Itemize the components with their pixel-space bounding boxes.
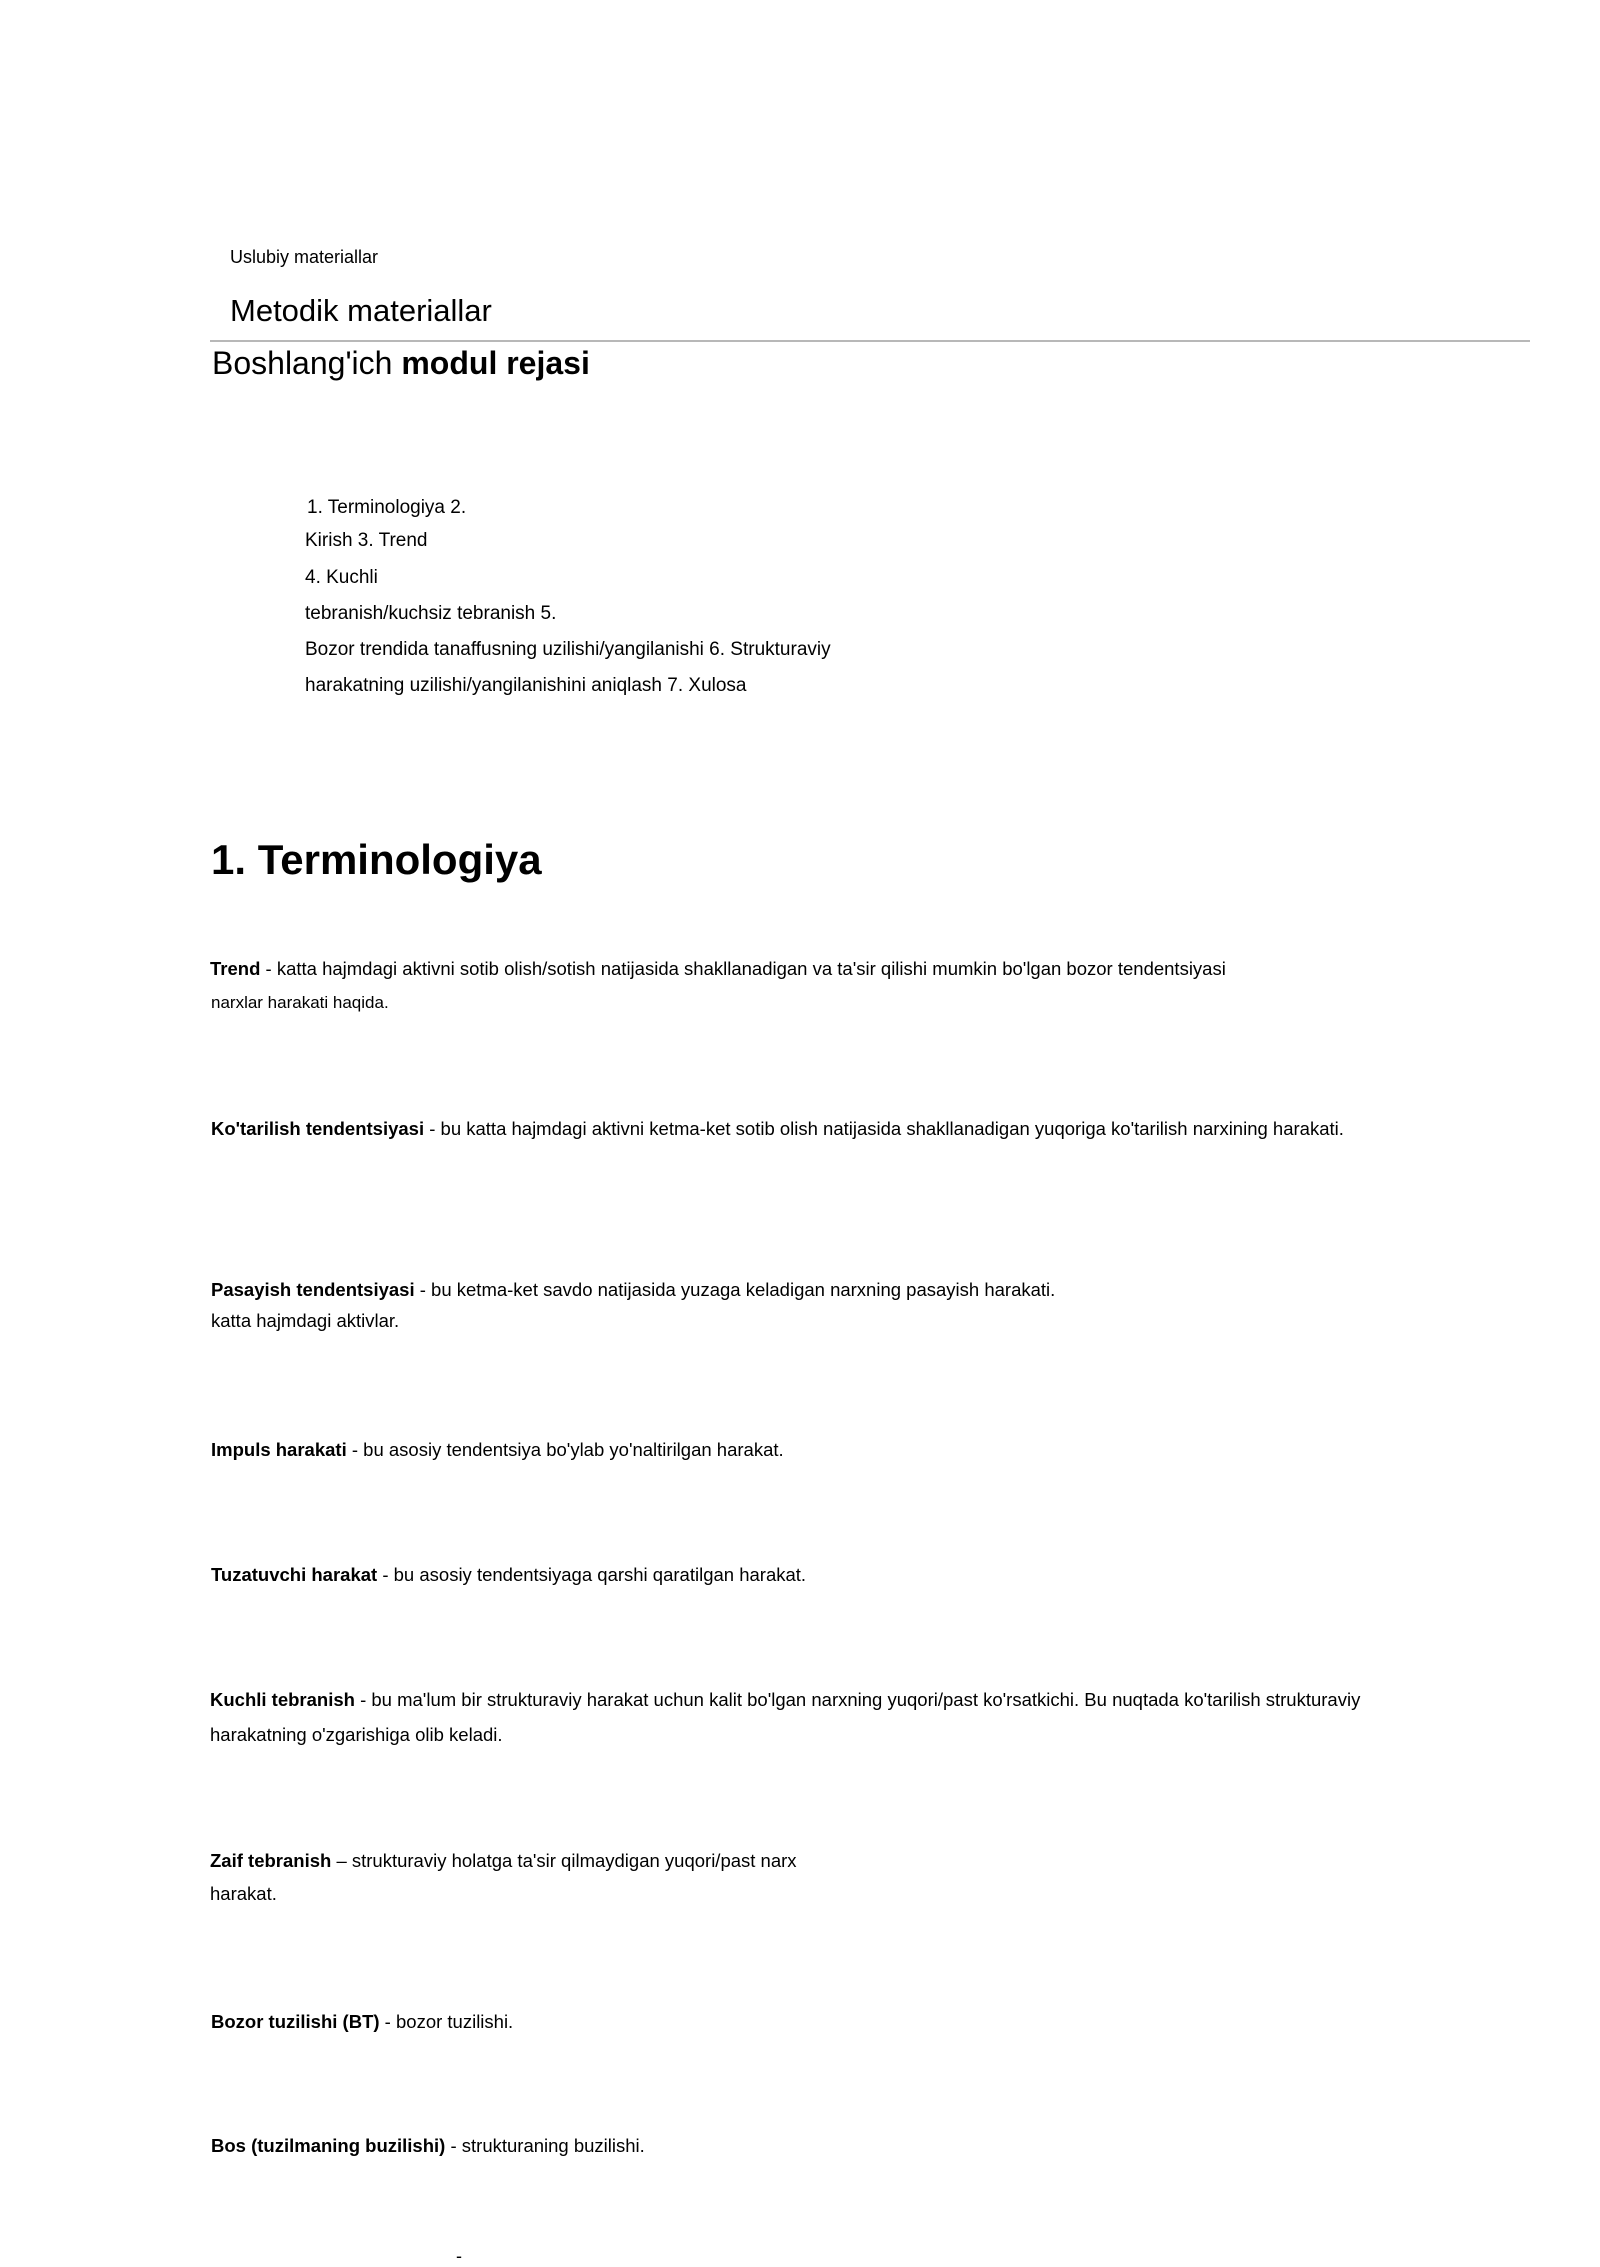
toc-line: Kirish 3. Trend: [305, 530, 428, 551]
plan-title-regular: Boshlang'ich: [212, 345, 393, 381]
term-name: Trend: [210, 958, 261, 979]
title-divider: [210, 340, 1530, 342]
toc-line: tebranish/kuchsiz tebranish 5.: [305, 603, 557, 624]
term-downtrend: [211, 1279, 1055, 1301]
term-name: Bos (tuzilmaning buzilishi): [211, 2135, 446, 2156]
term-continuation: katta hajmdagi aktivlar.: [211, 1310, 400, 1331]
trailing-mark: -: [456, 2246, 462, 2266]
doc-kicker: Uslubiy materiallar: [230, 247, 379, 267]
term-definition: - bu asosiy tendentsiyaga qarshi qaratilgan harakat.: [377, 1564, 807, 1585]
term-trend: [210, 958, 1226, 980]
term-definition: - bozor tuzilishi.: [379, 2011, 514, 2032]
section-heading: 1. Terminologiya: [211, 836, 542, 883]
term-name: Bozor tuzilishi (BT): [211, 2011, 380, 2032]
toc-line: 1. Terminologiya 2.: [307, 497, 467, 518]
term-name: Ko'tarilish tendentsiyasi: [211, 1118, 425, 1139]
term-weak-swing: [210, 1850, 797, 1872]
plan-title: [212, 345, 590, 382]
term-continuation: narxlar harakati haqida.: [211, 993, 389, 1012]
doc-title: Metodik materiallar: [230, 293, 492, 328]
term-continuation: harakatning o'zgarishiga olib keladi.: [210, 1724, 503, 1745]
term-market-structure: [211, 2011, 513, 2033]
term-definition: - bu asosiy tendentsiya bo'ylab yo'naltirilgan harakat.: [346, 1439, 784, 1460]
plan-title-bold: modul rejasi: [401, 345, 590, 381]
term-corrective: [211, 1564, 806, 1586]
term-bos: [211, 2135, 645, 2157]
term-strong-swing: [210, 1689, 1360, 1711]
term-name: Pasayish tendentsiyasi: [211, 1279, 415, 1300]
term-name: Zaif tebranish: [210, 1850, 332, 1871]
term-name: Tuzatuvchi harakat: [211, 1564, 378, 1585]
term-impulse: [211, 1439, 784, 1461]
term-definition: - bu ketma-ket savdo natijasida yuzaga keladigan narxning pasayish harakati.: [414, 1279, 1056, 1300]
term-definition: - strukturaning buzilishi.: [445, 2135, 645, 2156]
term-definition: - katta hajmdagi aktivni sotib olish/sotish natijasida shakllanadigan va ta'sir qilishi mumkin bo'lgan bozor tendentsiyasi: [260, 958, 1226, 979]
toc-line: Bozor trendida tanaffusning uzilishi/yangilanishi 6. Strukturaviy: [305, 639, 831, 660]
term-definition: - bu ma'lum bir strukturaviy harakat uchun kalit bo'lgan narxning yuqori/past ko'rsatkichi. Bu nuqtada ko'tarilish strukturaviy: [354, 1689, 1361, 1710]
term-continuation: harakat.: [210, 1883, 277, 1904]
term-definition: – strukturaviy holatga ta'sir qilmaydigan yuqori/past narx: [331, 1850, 797, 1871]
toc-line: 4. Kuchli: [305, 567, 378, 588]
term-name: Impuls harakati: [211, 1439, 347, 1460]
term-definition: - bu katta hajmdagi aktivni ketma-ket sotib olish natijasida shakllanadigan yuqoriga ko'tarilish narxining harakati.: [424, 1118, 1344, 1139]
term-uptrend: [211, 1118, 1344, 1140]
term-name: Kuchli tebranish: [210, 1689, 355, 1710]
toc-line: harakatning uzilishi/yangilanishini aniqlash 7. Xulosa: [305, 675, 747, 696]
